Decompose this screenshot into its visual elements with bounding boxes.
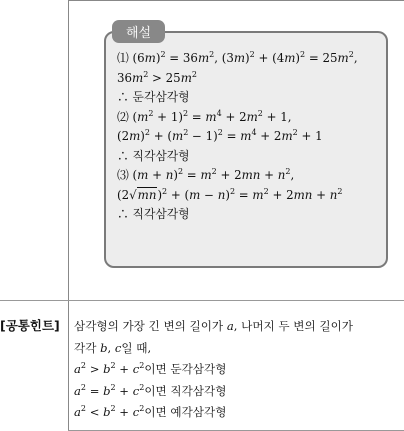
solution-math: $(2√mn)^2 + (m - n)^2 = m^2 + 2mn + n^2$ [117,186,343,202]
solution-line-1 [117,49,386,69]
hint-rule-acute: $a^2 < b^2 + c^2$이면 예각삼각형 [74,404,227,419]
solution-line-8 [117,186,386,206]
solution-conclusion-3 [117,205,386,225]
solution-math: ∴ 직각삼각형 [117,207,190,221]
solution-line-5 [117,127,386,147]
solution-box [104,31,388,268]
frame-top-border [68,0,404,1]
solution-math: $(m^2 + 1)^2 = m^4 + 2m^2 + 1$, [132,108,292,124]
hint-line-2: 각각 b, c일 때, [74,340,152,355]
hint-label: [공통힌트] [0,318,60,333]
item-number-1: ⑴ [117,51,133,65]
solution-math: $(6m)^2 = 36m^2$, $(3m)^2 + (4m)^2 = 25m^2$, [132,50,358,65]
frame-vertical-divider [68,0,69,431]
solution-math: ∴ 직각삼각형 [117,148,190,163]
solution-math: $(2m)^2 + (m^2 - 1)^2 = m^4 + 2m^2 + 1$ [117,128,323,143]
solution-line-7 [117,166,386,186]
solution-conclusion-2 [117,147,386,167]
hint-rule-obtuse: $a^2 > b^2 + c^2$이면 둔각삼각형 [74,361,227,376]
solution-line-4 [117,108,386,128]
item-number-3: ⑶ [117,168,133,182]
solution-tag: 해설 [112,20,165,43]
hint-rule-right: $a^2 = b^2 + c^2$이면 직각삼각형 [74,382,227,398]
section-divider [0,300,404,301]
hint-line-1: 삼각형의 가장 긴 변의 길이가 a, 나머지 두 변의 길이가 [74,319,353,333]
solution-math: $36m^2 > 25m^2$ [117,69,197,85]
solution-math: $(m + n)^2 = m^2 + 2mn + n^2$, [132,167,295,182]
hint-body [74,316,404,424]
item-number-2: ⑵ [117,109,133,124]
solution-math: ∴ 둔각삼각형 [117,90,190,104]
solution-line-2 [117,69,386,89]
solution-conclusion-1 [117,88,386,108]
